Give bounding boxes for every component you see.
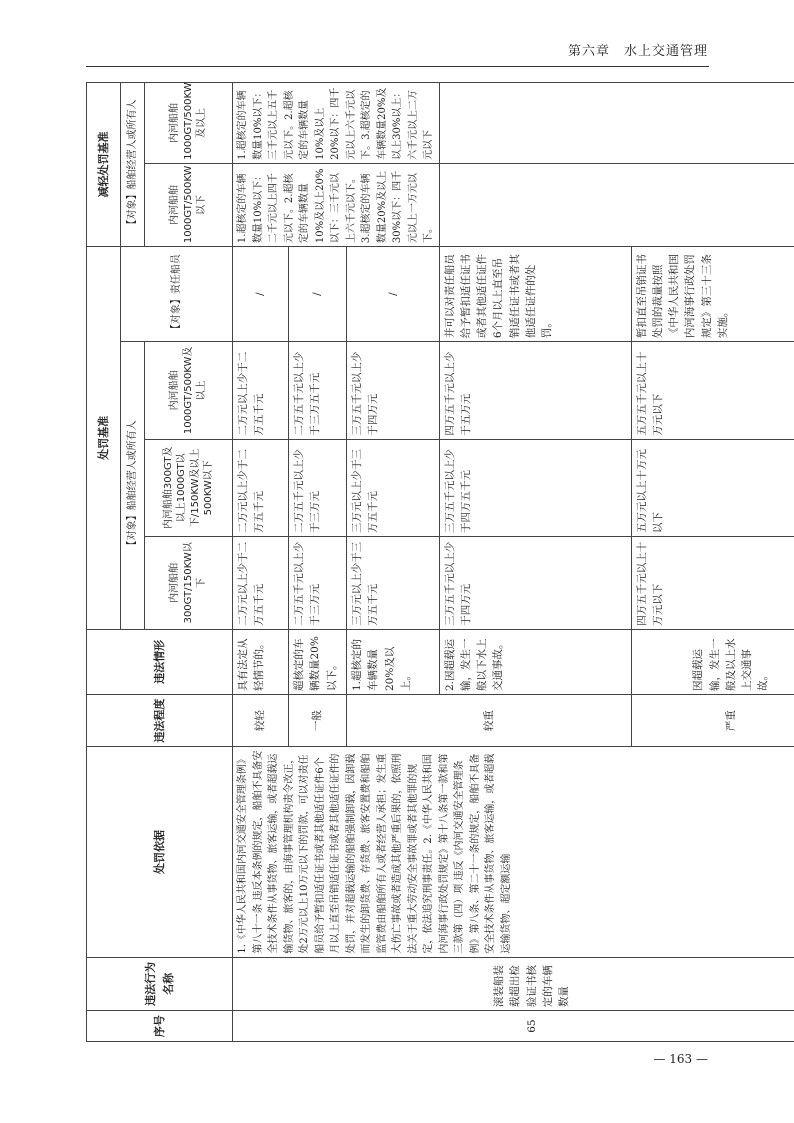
penalty-cell-a: 二万五千元以上少于三万元 (289, 537, 347, 630)
header-col-a: 内河船舶300GT/150KW以下 (145, 537, 233, 630)
penalty-cell-a: 三万元以上少于三万五千元 (347, 537, 440, 630)
degree-cell: 较轻 (233, 695, 289, 747)
crew-cell: / (289, 247, 347, 342)
penalty-cell-a: 三万五千元以上少于四万元 (439, 537, 631, 630)
situation-cell: 超核定的车辆数量20%以下。 (289, 629, 347, 694)
penalty-cell-c: 三万五千元以上少于四万元 (347, 342, 440, 439)
header-light-owner: 【对象】船舶经营人或所有人 (121, 83, 145, 247)
penalty-table (86, 82, 794, 1042)
crew-cell: 暂扣直至吊销证书处罚的裁量按照《中华人民共和国内河海事行政处罚规定》第三十三条实施。 (631, 247, 794, 342)
situation-cell: 具有法定从轻情节的。 (233, 629, 289, 694)
header-col-e: 内河船舶1000GT/500KW及以上 (145, 83, 233, 164)
situation-cell: 2.因超载运输，发生一般以下水上交通事故。 (439, 629, 631, 694)
penalty-cell-b: 五万元以上十万元以下 (631, 439, 794, 536)
situation-cell: 1.超核定的车辆数量20%及以上。 (347, 629, 440, 694)
penalty-cell-b: 三万元以上少于三万五千元 (347, 439, 440, 536)
header-seq: 序号 (87, 1011, 233, 1042)
penalty-cell-c: 四万五千元以上少于五万元 (439, 342, 631, 439)
header-situation: 违法情形 (87, 629, 233, 694)
header-col-b: 内河船舶300GT及以上1000GT以下/150KW及以上500KW以下 (145, 439, 233, 536)
penalty-cell-b: 二万元以上少于二万五千元 (233, 439, 289, 536)
basis-cell: 1.《中华人民共和国内河交通安全管理条例》第八十一条 违反本条例的规定，船舶不具备安全技术条件从事货物、旅客运输，或者超载运输货物、旅客的，由海事管理机构责令改正，处2万元以上10万元以下的罚款，可以对责任船员给予暂扣适任证书或者其他适任证件6个月以上直至吊销适任证书或者其他适任证件的处罚，并对超载运输的船舶强制卸载，因卸载而发生的卸货费、存货费、旅客安置费和船舶监管费由船舶所有人或者经营人承担；发生重大伤亡事故或者造成其他严重后果的，依照刑法关于重大劳动安全事故罪或者其他罪的规定，依法追究刑事责任。2.《中华人民共和国内河海事行政处罚规定》第十八条第一款和第三款第（四）项 违反《内河交通安全管理条例》第八条、第二十一条的规定，船舶不具备安全技术条件从事货物、旅客运输，或者超载运输货物、超定额运输 (233, 747, 794, 957)
penalty-cell-c: 二万五千元以上少于三万五千元 (289, 342, 347, 439)
header-name: 违法行为名称 (87, 957, 233, 1010)
header-penalty: 处罚基准 (87, 247, 121, 630)
header-rule (86, 66, 709, 67)
page-number: — 163 — (653, 1052, 708, 1066)
penalty-cell-a: 四万五千元以上十万元以下 (631, 537, 794, 630)
penalty-cell-c: 二万元以上少于二万五千元 (233, 342, 289, 439)
penalty-cell-b: 二万五千元以上少于三万元 (289, 439, 347, 536)
header-penalty-crew: 【对象】责任船员 (121, 247, 233, 342)
header-basis: 处罚依据 (87, 747, 233, 957)
header-penalty-owner: 【对象】船舶经营人或所有人 (121, 342, 145, 630)
chapter-header: 第六章 水上交通管理 (567, 44, 708, 59)
crew-cell: / (347, 247, 440, 342)
header-col-c: 内河船舶1000GT/500KW及以上 (145, 342, 233, 439)
seq-cell: 65 (233, 1011, 794, 1042)
degree-cell: 较重 (347, 695, 632, 747)
light-empty-e (439, 83, 794, 164)
penalty-cell-a: 二万元以上少于二万五千元 (233, 537, 289, 630)
light-cell-d: 1.超核定的车辆数量10%以下：二千元以上四千元以下。2.超核定的车辆数量10%及以上20%以下：三千元以上六千元以下。3.超核定的车辆数量20%及以上30%以下：四千元以上一万元以下。 (233, 163, 440, 246)
situation-cell: 因超载运输，发生一般及以上水上交通事故。 (631, 629, 794, 694)
degree-cell: 严重 (631, 695, 794, 747)
light-cell-e: 1.超核定的车辆数量10%以下：三千元以上五千元以下。2.超核定的车辆数量10%及以上20%以下：四千元以上六千元以下。3.超核定的车辆数量20%及以上30%以上：六千元以上二万元以下 (233, 83, 440, 164)
light-empty-d (439, 163, 794, 246)
crew-cell: / (233, 247, 289, 342)
penalty-cell-c: 五万五千元以上十万元以下 (631, 342, 794, 439)
header-light: 减轻处罚基准 (87, 83, 121, 247)
penalty-cell-b: 三万五千元以上少于四万五千元 (439, 439, 631, 536)
header-degree: 违法程度 (87, 695, 233, 747)
violation-name-cell: 滚装船装载超出检验证书核定的车辆数量 (233, 957, 794, 1010)
degree-cell: 一般 (289, 695, 347, 747)
header-col-d: 内河船舶1000GT/500KW以下 (145, 163, 233, 246)
crew-cell: 并可以对责任船员给予暂扣适任证书或者其他适任证件6个月以上直至吊销适任证书或者其他适任证件的处罚。 (439, 247, 631, 342)
rotated-table-container (86, 82, 770, 1042)
